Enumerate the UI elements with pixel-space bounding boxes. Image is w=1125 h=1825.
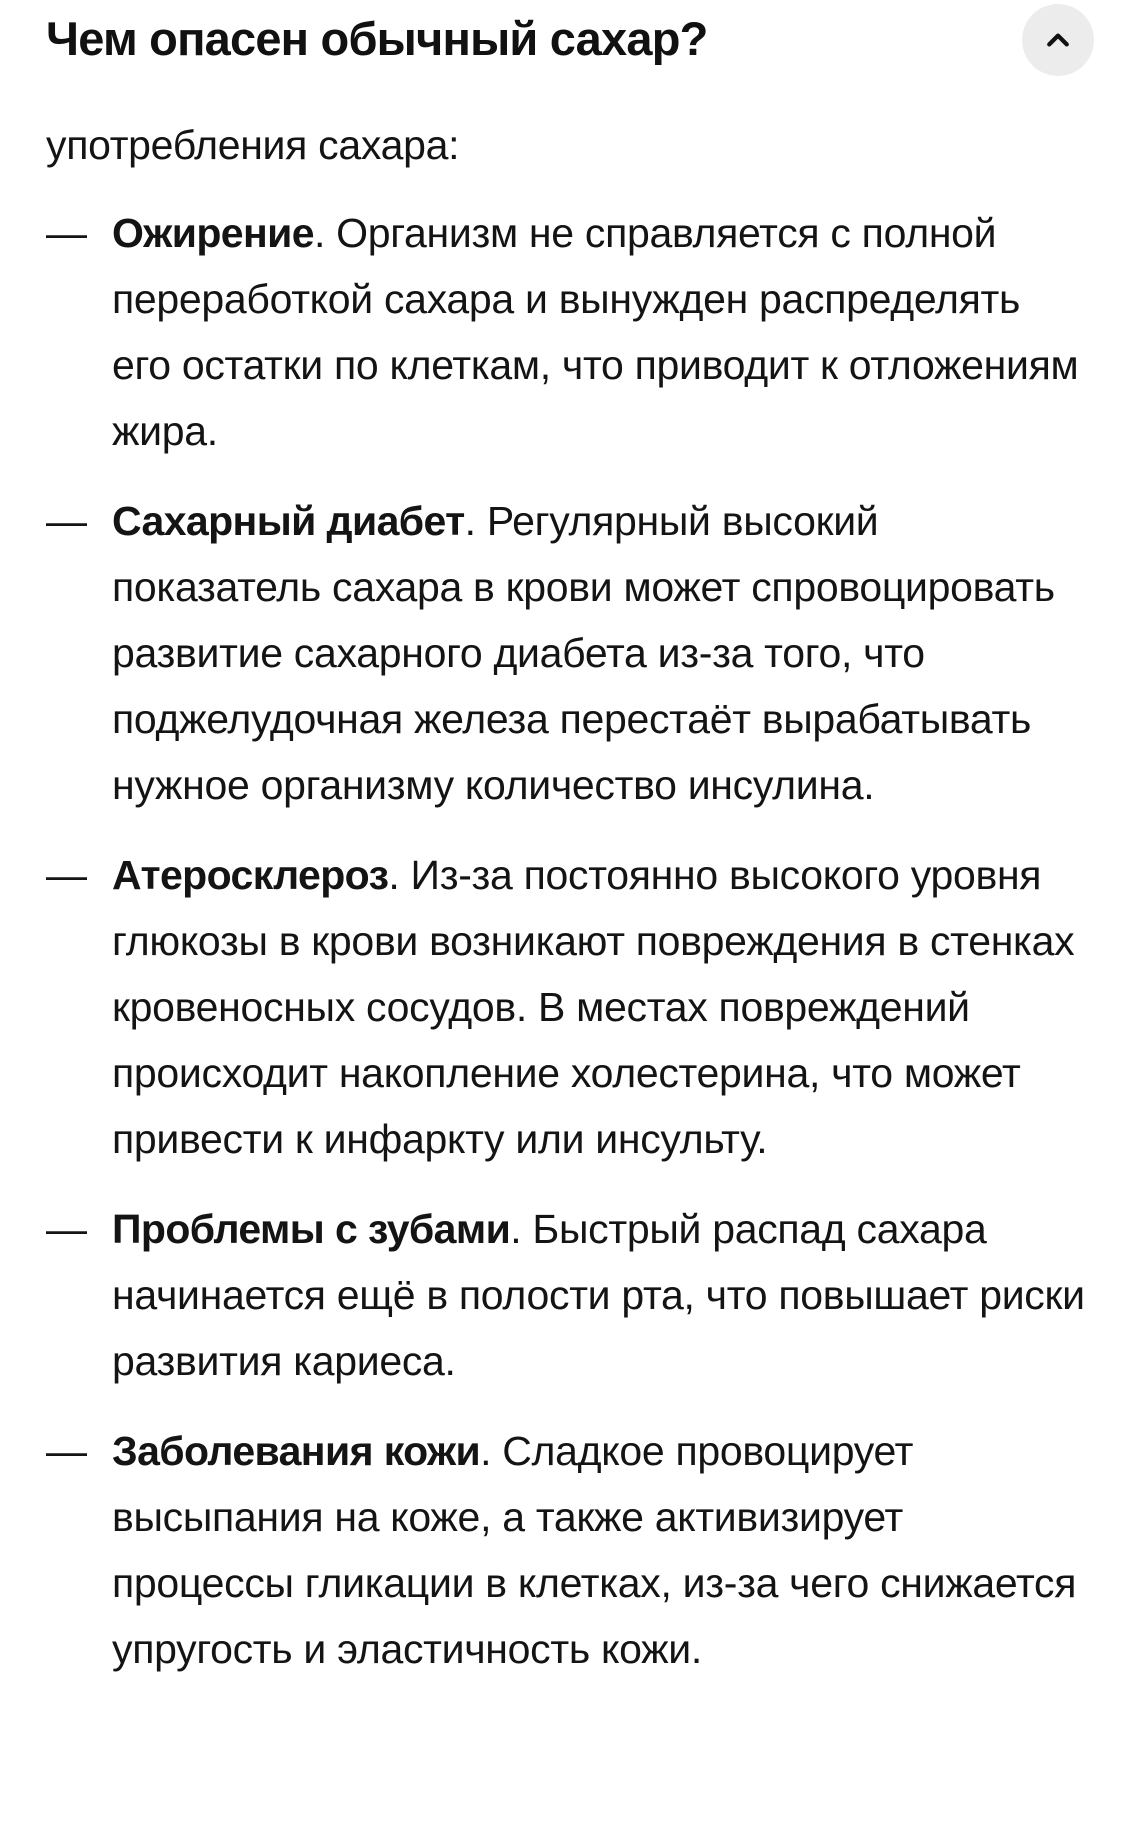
list-item-title: Заболевания кожи [112, 1428, 481, 1474]
list-dash: — [46, 1206, 87, 1252]
list-dash: — [46, 1428, 87, 1474]
list-item-title: Проблемы с зубами [112, 1206, 511, 1252]
list-item-text: . Быстрый распад сахара начинается ещё в полости рта, что повышает риски развития кариеса. [112, 1206, 1085, 1384]
list-item-title: Ожирение [112, 210, 314, 256]
list-item [46, 488, 1086, 818]
list-item-body [112, 1418, 1086, 1682]
list-item [46, 1196, 1086, 1394]
list-item-text: . Сладкое провоцирует высыпания на коже, а также активизирует процессы гликации в клетках, из-за чего снижается упругость и эластичность кожи. [112, 1428, 1077, 1672]
intro-text: употребления сахара: [46, 122, 460, 168]
list-item [46, 842, 1086, 1172]
list-item-body [112, 842, 1086, 1172]
list-item-text: . Регулярный высокий показатель сахара в крови может спровоцировать развитие сахарного диабета из-за того, что поджелудочная железа перестаёт вырабатывать нужное организму количество инсулина. [112, 498, 1055, 808]
list-item-title: Сахарный диабет [112, 498, 465, 544]
chevron-up-icon [1043, 25, 1073, 55]
list-item-body [112, 488, 1086, 818]
list-item-text: . Организм не справляется с полной переработкой сахара и вынужден распределять его остатки по клеткам, что приводит к отложениям жира. [112, 210, 1079, 454]
list-item-body [112, 200, 1086, 464]
page-title: Чем опасен обычный сахар? [46, 12, 708, 65]
list-dash: — [46, 852, 87, 898]
section-header [0, 0, 1125, 88]
article-body [46, 112, 1086, 1706]
list-dash: — [46, 210, 87, 256]
list-item [46, 200, 1086, 464]
list-item-body [112, 1196, 1086, 1394]
list-item-text: . Из-за постоянно высокого уровня глюкозы в крови возникают повреждения в стенках кровеносных сосудов. В местах повреждений происходит накопление холестерина, что может привести к инфаркту или инсульту. [112, 852, 1075, 1162]
list-item-title: Атеросклероз [112, 852, 389, 898]
list-dash: — [46, 498, 87, 544]
list-item [46, 1418, 1086, 1682]
collapse-button[interactable] [1022, 4, 1094, 76]
